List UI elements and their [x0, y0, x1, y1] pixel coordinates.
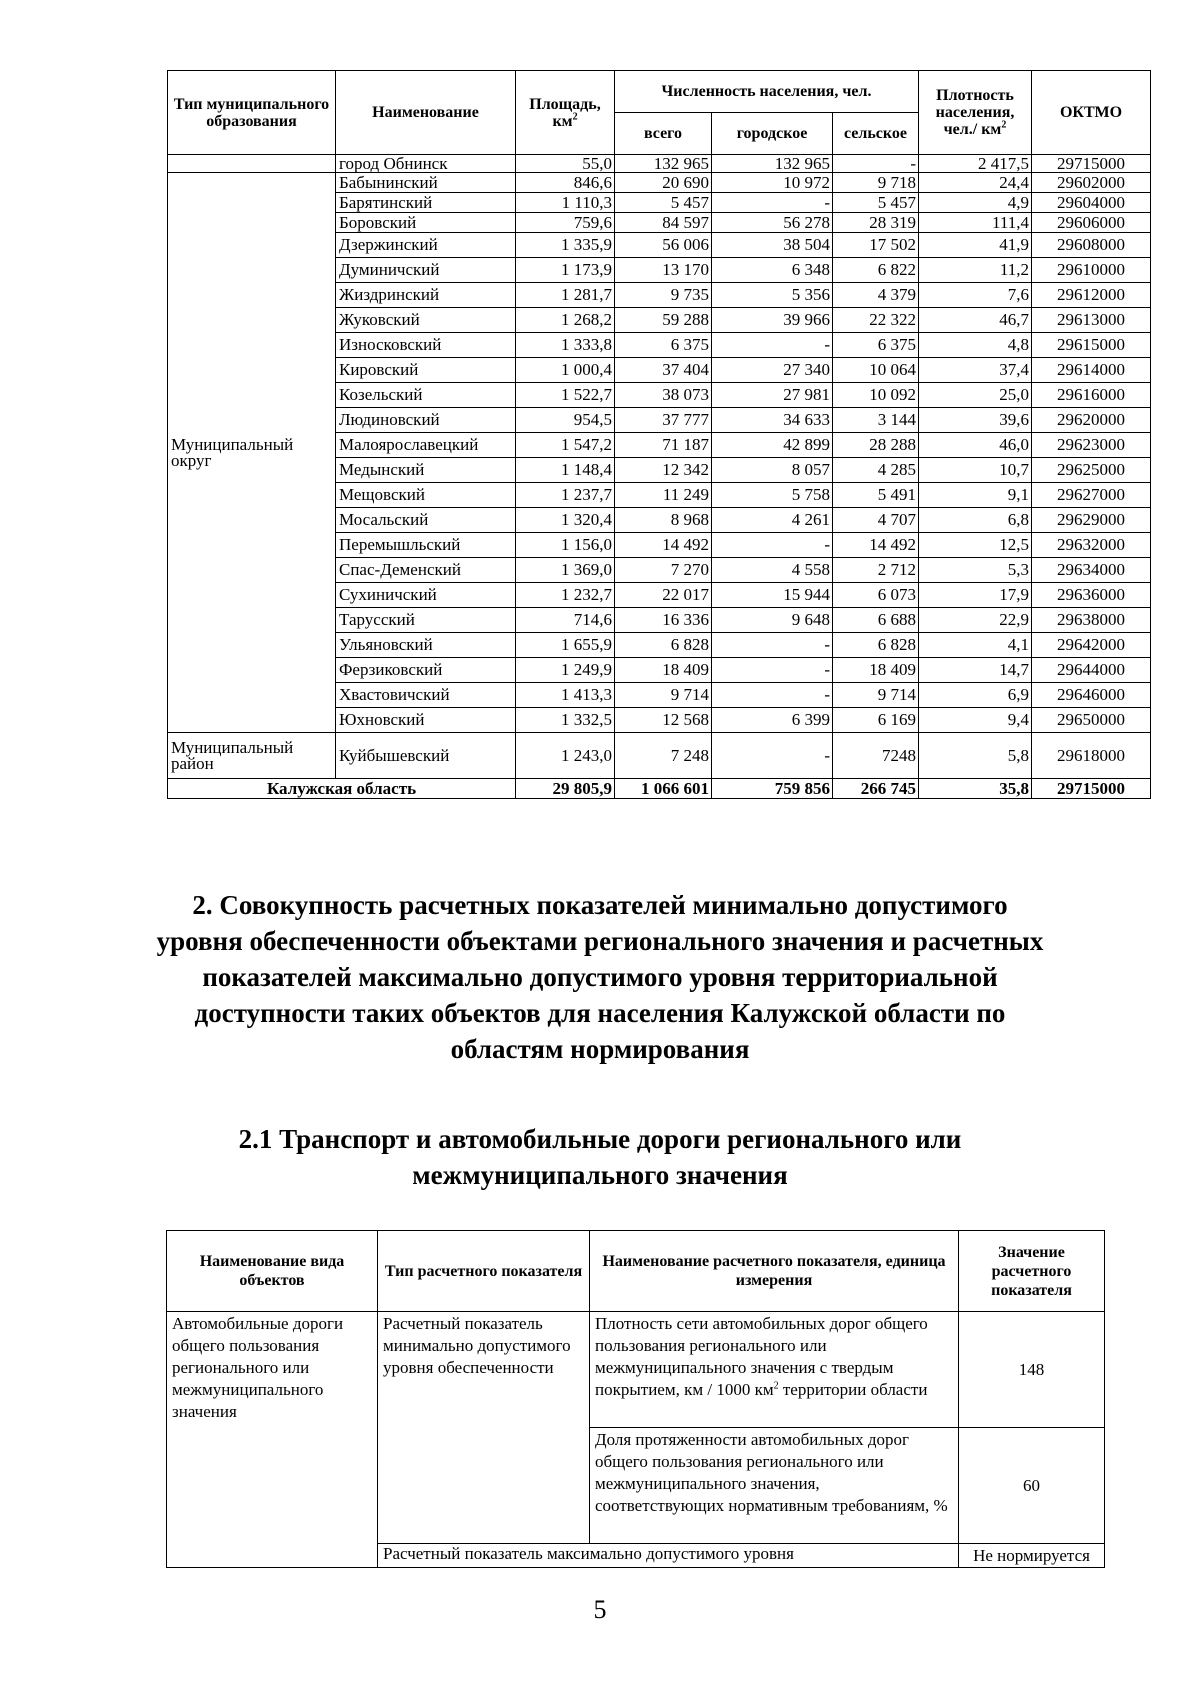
cell-name: Ульяновский [336, 633, 516, 658]
cell-urban: 38 504 [712, 233, 833, 258]
cell-total: 20 690 [615, 173, 712, 193]
cell-density: 9,1 [919, 483, 1032, 508]
cell-oktmo: 29629000 [1032, 508, 1151, 533]
cell-total: 37 404 [615, 358, 712, 383]
cell-area: 1 000,4 [516, 358, 615, 383]
raion-row [168, 733, 1151, 779]
cell-total: 12 342 [615, 458, 712, 483]
cell-urban: 4 261 [712, 508, 833, 533]
cell-rural: 4 379 [833, 283, 919, 308]
cell-density: 7,6 [919, 283, 1032, 308]
cell-rural: 4 707 [833, 508, 919, 533]
city-oktmo: 29715000 [1032, 155, 1151, 173]
cell-oktmo: 29644000 [1032, 658, 1151, 683]
cell-density: 4,8 [919, 333, 1032, 358]
city-area: 55,0 [516, 155, 615, 173]
cell-urban: 56 278 [712, 213, 833, 233]
cell-area: 1 369,0 [516, 558, 615, 583]
cell-oktmo: 29620000 [1032, 408, 1151, 433]
header-municipality-type: Тип муниципального образования [168, 71, 336, 155]
cell-rural: 6 822 [833, 258, 919, 283]
cell-rural: 6 828 [833, 633, 919, 658]
cell-urban: 10 972 [712, 173, 833, 193]
cell-area: 1 335,9 [516, 233, 615, 258]
cell-area: 1 333,8 [516, 333, 615, 358]
cell-total: 18 409 [615, 658, 712, 683]
indicator-name-density: Плотность сети автомобильных дорог общего пользования регионального или межмуниципального значения с твердым покрытием, км / 1000 $км^2$ территории области [590, 1312, 959, 1428]
cell-rural: 18 409 [833, 658, 919, 683]
cell-rural: 3 144 [833, 408, 919, 433]
cell-total: 16 336 [615, 608, 712, 633]
cell-rural: 9 718 [833, 173, 919, 193]
cell-name: Боровский [336, 213, 516, 233]
cell-area: 1 110,3 [516, 193, 615, 213]
cell-rural: 9 714 [833, 683, 919, 708]
cell-rural: 6 073 [833, 583, 919, 608]
header-oktmo: ОКТМО [1032, 71, 1151, 155]
cell-area: 846,6 [516, 173, 615, 193]
cell-area: 1 268,2 [516, 308, 615, 333]
cell-rural: 6 375 [833, 333, 919, 358]
cell-name: Спас-Деменский [336, 558, 516, 583]
cell-name: Малоярославецкий [336, 433, 516, 458]
cell-urban: - [712, 193, 833, 213]
cell-total: 11 249 [615, 483, 712, 508]
cell-oktmo: 29625000 [1032, 458, 1151, 483]
raion-urban: - [712, 733, 833, 779]
cell-name: Жиздринский [336, 283, 516, 308]
raion-type-cell: Муниципальный район [168, 733, 336, 779]
cell-area: 1 320,4 [516, 508, 615, 533]
cell-area: 714,6 [516, 608, 615, 633]
cell-total: 22 017 [615, 583, 712, 608]
cell-rural: 28 288 [833, 433, 919, 458]
cell-area: 1 281,7 [516, 283, 615, 308]
header-name: Наименование [336, 71, 516, 155]
cell-density: 11,2 [919, 258, 1032, 283]
cell-total: 6 828 [615, 633, 712, 658]
cell-area: 1 413,3 [516, 683, 615, 708]
total-density: 35,8 [919, 779, 1032, 799]
cell-area: 1 655,9 [516, 633, 615, 658]
cell-urban: 27 340 [712, 358, 833, 383]
cell-area: 1 249,9 [516, 658, 615, 683]
cell-name: Ферзиковский [336, 658, 516, 683]
raion-oktmo: 29618000 [1032, 733, 1151, 779]
cell-density: 46,0 [919, 433, 1032, 458]
total-area: 29 805,9 [516, 779, 615, 799]
cell-density: 39,6 [919, 408, 1032, 433]
cell-oktmo: 29636000 [1032, 583, 1151, 608]
cell-name: Жуковский [336, 308, 516, 333]
cell-urban: 39 966 [712, 308, 833, 333]
cell-total: 6 375 [615, 333, 712, 358]
cell-density: 6,8 [919, 508, 1032, 533]
cell-name: Сухиничский [336, 583, 516, 608]
cell-name: Хвастовичский [336, 683, 516, 708]
object-type-cell: Автомобильные дороги общего пользования регионального или межмуниципального значения [167, 1312, 378, 1568]
cell-oktmo: 29616000 [1032, 383, 1151, 408]
total-rural: 266 745 [833, 779, 919, 799]
cell-total: 71 187 [615, 433, 712, 458]
cell-urban: 8 057 [712, 458, 833, 483]
cell-area: 1 148,4 [516, 458, 615, 483]
cell-density: 46,7 [919, 308, 1032, 333]
cell-oktmo: 29604000 [1032, 193, 1151, 213]
cell-total: 7 270 [615, 558, 712, 583]
cell-rural: 22 322 [833, 308, 919, 333]
cell-total: 5 457 [615, 193, 712, 213]
header-population: Численность населения, чел. [615, 71, 919, 113]
header-object-type: Наименование вида объектов [167, 1231, 378, 1312]
cell-oktmo: 29627000 [1032, 483, 1151, 508]
cell-urban: 9 648 [712, 608, 833, 633]
cell-density: 9,4 [919, 708, 1032, 733]
cell-rural: 14 492 [833, 533, 919, 558]
cell-area: 759,6 [516, 213, 615, 233]
cell-rural: 28 319 [833, 213, 919, 233]
cell-oktmo: 29602000 [1032, 173, 1151, 193]
raion-name: Куйбышевский [336, 733, 516, 779]
city-type-cell [168, 155, 336, 173]
cell-oktmo: 29608000 [1032, 233, 1151, 258]
cell-name: Юхновский [336, 708, 516, 733]
cell-rural: 5 491 [833, 483, 919, 508]
total-oktmo: 29715000 [1032, 779, 1151, 799]
cell-oktmo: 29646000 [1032, 683, 1151, 708]
cell-oktmo: 29610000 [1032, 258, 1151, 283]
cell-area: 1 232,7 [516, 583, 615, 608]
cell-name: Перемышльский [336, 533, 516, 558]
raion-area: 1 243,0 [516, 733, 615, 779]
total-urban: 759 856 [712, 779, 833, 799]
total-label: Калужская область [168, 779, 516, 799]
cell-density: 10,7 [919, 458, 1032, 483]
cell-total: 12 568 [615, 708, 712, 733]
cell-rural: 10 064 [833, 358, 919, 383]
header-urban: городское [712, 113, 833, 155]
cell-urban: 42 899 [712, 433, 833, 458]
city-rural: - [833, 155, 919, 173]
cell-density: 17,9 [919, 583, 1032, 608]
cell-rural: 6 688 [833, 608, 919, 633]
total-row [168, 779, 1151, 799]
cell-rural: 5 457 [833, 193, 919, 213]
city-row [168, 155, 1151, 173]
cell-oktmo: 29606000 [1032, 213, 1151, 233]
cell-oktmo: 29638000 [1032, 608, 1151, 633]
cell-name: Людиновский [336, 408, 516, 433]
cell-name: Тарусский [336, 608, 516, 633]
cell-density: 5,3 [919, 558, 1032, 583]
cell-rural: 6 169 [833, 708, 919, 733]
cell-rural: 2 712 [833, 558, 919, 583]
cell-density: 4,9 [919, 193, 1032, 213]
city-total: 132 965 [615, 155, 712, 173]
cell-total: 56 006 [615, 233, 712, 258]
cell-density: 4,1 [919, 633, 1032, 658]
cell-area: 1 547,2 [516, 433, 615, 458]
header-area: Площадь, $км^2$ [516, 71, 615, 155]
cell-urban: 4 558 [712, 558, 833, 583]
cell-area: 1 173,9 [516, 258, 615, 283]
cell-name: Износковский [336, 333, 516, 358]
cell-oktmo: 29650000 [1032, 708, 1151, 733]
cell-name: Дзержинский [336, 233, 516, 258]
cell-area: 1 332,5 [516, 708, 615, 733]
raion-density: 5,8 [919, 733, 1032, 779]
cell-density: 111,4 [919, 213, 1032, 233]
header-density: Плотность населения, чел./ $км^2$ [919, 71, 1032, 155]
cell-density: 14,7 [919, 658, 1032, 683]
cell-urban: 5 758 [712, 483, 833, 508]
cell-density: 41,9 [919, 233, 1032, 258]
header-indicator-name: Наименование расчетного показателя, единица измерения [590, 1231, 959, 1312]
cell-urban: - [712, 683, 833, 708]
cell-area: 1 237,7 [516, 483, 615, 508]
cell-urban: 34 633 [712, 408, 833, 433]
cell-urban: - [712, 333, 833, 358]
cell-total: 37 777 [615, 408, 712, 433]
city-urban: 132 965 [712, 155, 833, 173]
cell-urban: 6 399 [712, 708, 833, 733]
cell-oktmo: 29614000 [1032, 358, 1151, 383]
header-indicator-value: Значение расчетного показателя [959, 1231, 1105, 1312]
cell-name: Медынский [336, 458, 516, 483]
indicator-value-share: 60 [959, 1428, 1105, 1544]
section-2-title: 2. Совокупность расчетных показателей минимально допустимого уровня обеспеченности объектами регионального значения и расчетных показателей максимально допустимого уровня территориальной доступности таких объектов для населения Калужской области по областям нормирования [156, 890, 1044, 1064]
cell-rural: 10 092 [833, 383, 919, 408]
max-indicator-type-cell: Расчетный показатель максимально допустимого уровня [378, 1544, 959, 1568]
cell-total: 38 073 [615, 383, 712, 408]
page-number: 5 [593, 1595, 607, 1624]
raion-rural: 7248 [833, 733, 919, 779]
cell-density: 25,0 [919, 383, 1032, 408]
header-indicator-type: Тип расчетного показателя [378, 1231, 590, 1312]
indicators-table [166, 1230, 1105, 1568]
cell-rural: 17 502 [833, 233, 919, 258]
city-density: 2 417,5 [919, 155, 1032, 173]
cell-density: 12,5 [919, 533, 1032, 558]
cell-area: 1 522,7 [516, 383, 615, 408]
city-name: город Обнинск [336, 155, 516, 173]
cell-name: Козельский [336, 383, 516, 408]
cell-name: Мещовский [336, 483, 516, 508]
cell-area: 954,5 [516, 408, 615, 433]
cell-total: 9 714 [615, 683, 712, 708]
cell-total: 84 597 [615, 213, 712, 233]
indicator-name-share: Доля протяженности автомобильных дорог общего пользования регионального или межмуниципального значения, соответствующих нормативным требованиям, % [590, 1428, 959, 1544]
indicator-value-density: 148 [959, 1312, 1105, 1428]
population-table [167, 70, 1151, 799]
max-indicator-value: Не нормируется [959, 1544, 1105, 1568]
section-2-1-title: 2.1 Транспорт и автомобильные дороги регионального или межмуниципального значения [238, 1124, 962, 1190]
cell-total: 59 288 [615, 308, 712, 333]
cell-urban: 5 356 [712, 283, 833, 308]
cell-oktmo: 29615000 [1032, 333, 1151, 358]
cell-oktmo: 29613000 [1032, 308, 1151, 333]
cell-density: 22,9 [919, 608, 1032, 633]
cell-density: 6,9 [919, 683, 1032, 708]
indicator-row [167, 1312, 1105, 1428]
cell-urban: - [712, 633, 833, 658]
cell-name: Бабынинский [336, 173, 516, 193]
okrug-type-cell: Муниципальный округ [168, 173, 336, 733]
cell-urban: 6 348 [712, 258, 833, 283]
cell-oktmo: 29612000 [1032, 283, 1151, 308]
cell-name: Думиничский [336, 258, 516, 283]
total-total: 1 066 601 [615, 779, 712, 799]
cell-oktmo: 29642000 [1032, 633, 1151, 658]
cell-name: Барятинский [336, 193, 516, 213]
header-rural: сельское [833, 113, 919, 155]
table-row [168, 173, 1151, 193]
raion-total: 7 248 [615, 733, 712, 779]
min-indicator-type-cell: Расчетный показатель минимально допустимого уровня обеспеченности [378, 1312, 590, 1544]
cell-total: 9 735 [615, 283, 712, 308]
cell-oktmo: 29632000 [1032, 533, 1151, 558]
cell-name: Мосальский [336, 508, 516, 533]
cell-density: 24,4 [919, 173, 1032, 193]
cell-urban: - [712, 533, 833, 558]
cell-urban: 15 944 [712, 583, 833, 608]
cell-urban: - [712, 658, 833, 683]
cell-total: 13 170 [615, 258, 712, 283]
cell-rural: 4 285 [833, 458, 919, 483]
cell-urban: 27 981 [712, 383, 833, 408]
cell-oktmo: 29623000 [1032, 433, 1151, 458]
cell-oktmo: 29634000 [1032, 558, 1151, 583]
header-total: всего [615, 113, 712, 155]
cell-total: 14 492 [615, 533, 712, 558]
cell-density: 37,4 [919, 358, 1032, 383]
cell-name: Кировский [336, 358, 516, 383]
cell-area: 1 156,0 [516, 533, 615, 558]
cell-total: 8 968 [615, 508, 712, 533]
